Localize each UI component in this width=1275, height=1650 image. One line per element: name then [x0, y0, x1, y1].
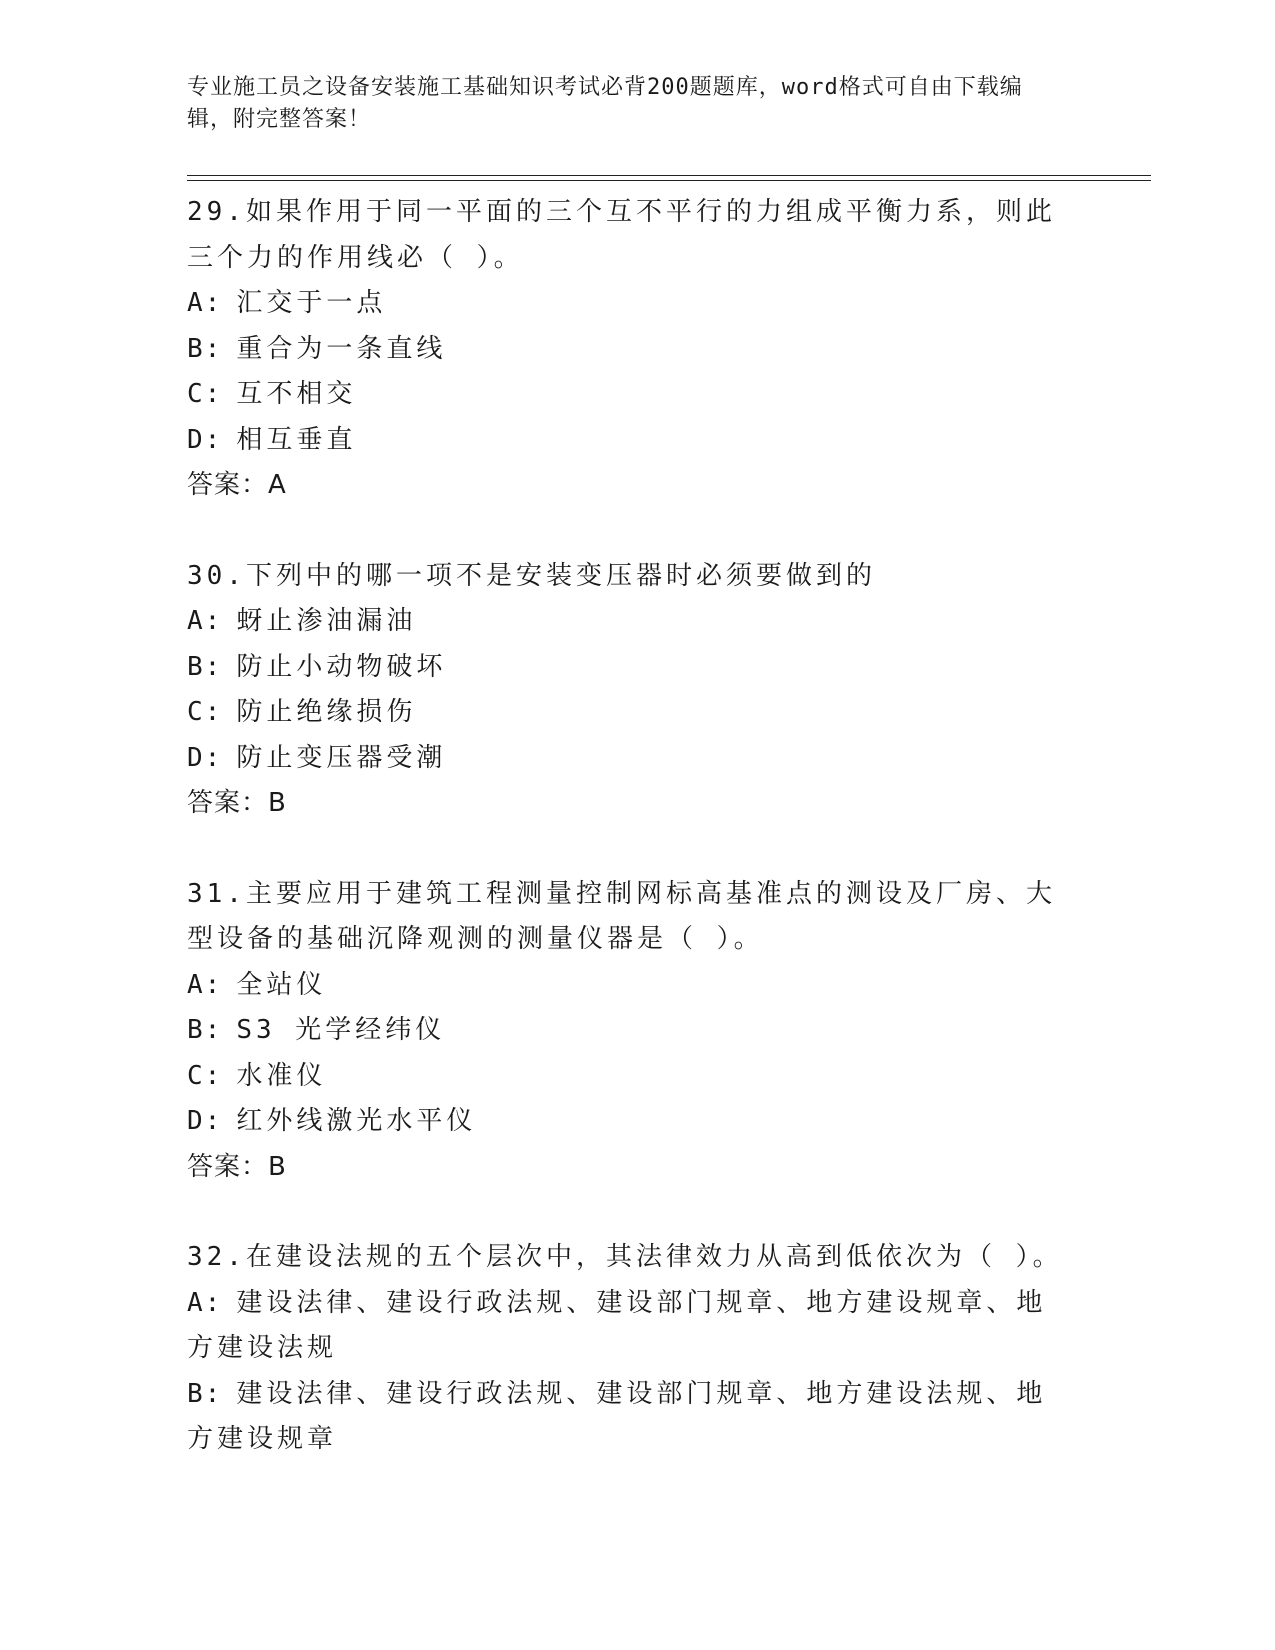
option-a: A: 汇交于一点 [187, 288, 387, 318]
option-b: B: 重合为一条直线 [187, 333, 447, 364]
question-item [187, 1235, 1067, 1463]
option-c: C: 互不相交 [187, 379, 357, 409]
option-a: A: 建设法律、建设行政法规、建设部门规章、地方建设规章、地方建设法规 [187, 1287, 1047, 1363]
document-header: 专业施工员之设备安装施工基础知识考试必背200题题库，word格式可自由下载编辑，附完整答案！ [187, 75, 1023, 132]
question-item [187, 872, 1067, 1191]
header-divider-bottom [187, 180, 1151, 181]
question-item [187, 190, 1067, 509]
option-a: A: 蚜止渗油漏油 [187, 606, 417, 636]
option-c: C: 水准仪 [187, 1060, 327, 1091]
option-a: A: 全站仪 [187, 969, 327, 1000]
option-d: D: 防止变压器受潮 [187, 742, 447, 773]
question-item [187, 554, 1067, 827]
question-list [187, 190, 1067, 1463]
option-d: D: 红外线激光水平仪 [187, 1106, 477, 1136]
answer-line: 答案：B [187, 788, 287, 818]
option-c: C: 防止绝缘损伤 [187, 697, 417, 727]
option-d: D: 相互垂直 [187, 424, 357, 455]
answer-line: 答案：B [187, 1151, 287, 1182]
question-stem: 30.下列中的哪一项不是安装变压器时必须要做到的 [187, 560, 876, 591]
option-b: B: S3 光学经纬仪 [187, 1015, 446, 1045]
question-stem: 29.如果作用于同一平面的三个互不平行的力组成平衡力系，则此三个力的作用线必（ ）。 [187, 197, 1056, 273]
option-b: B: 防止小动物破坏 [187, 651, 447, 682]
header-divider-top [187, 175, 1151, 176]
option-b: B: 建设法律、建设行政法规、建设部门规章、地方建设法规、地方建设规章 [187, 1378, 1047, 1454]
answer-line: 答案：A [187, 470, 287, 500]
question-stem: 31.主要应用于建筑工程测量控制网标高基准点的测设及厂房、大型设备的基础沉降观测的测量仪器是（ ）。 [187, 878, 1056, 954]
question-stem: 32.在建设法规的五个层次中，其法律效力从高到低依次为（ ）。 [187, 1242, 1063, 1272]
